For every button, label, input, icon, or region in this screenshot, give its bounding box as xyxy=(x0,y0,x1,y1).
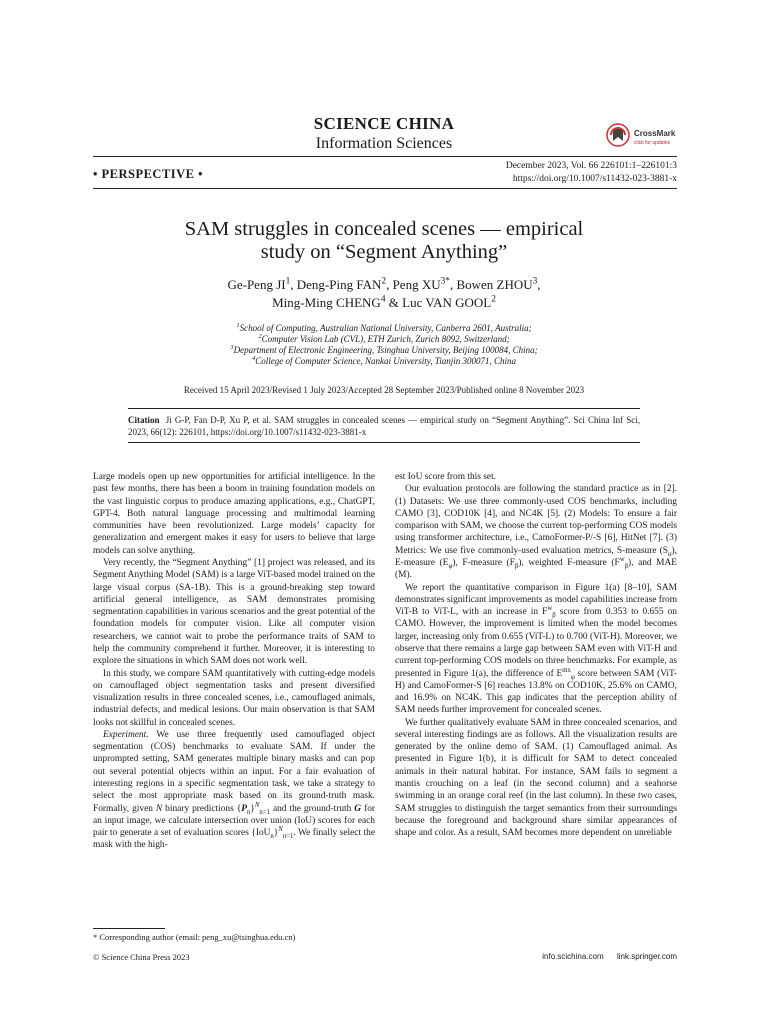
author-sep: , xyxy=(386,277,393,292)
affil-sup: 3 xyxy=(230,344,234,351)
author-line-2 xyxy=(0,294,768,312)
text-run: and the ground-truth xyxy=(269,803,355,814)
author-sep: , xyxy=(537,277,541,292)
text-run: We use three frequently used camouflaged object segmentation (COS) benchmarks to evaluate SAM. If under the unprompted setting, SAM generates multiple binary masks and can pop out several potential objects within an input. For a fair evaluation of interesting regions in a specific segmentation task, we take a strategy to select the most appropriate mask based on its ground-truth mask. Formally, given xyxy=(93,729,375,814)
issue-line: December 2023, Vol. 66 226101:1–226101:3 xyxy=(505,161,677,171)
paragraph: Very recently, the “Segment Anything” [1] project was released, and its Segment Anything Model (SAM) is a large ViT-based model trained on the large visual corpus (SA-1B). This is a ground-breaking step toward artificial general intelligence, as SAM demonstrates promising segmentation capabilities in various scenarios and the great potential of the foundation models for computer vision. Like all computer vision researchers, we cannot wait to probe the performance traits of SAM to help the community comprehend it further. Moreover, it is interesting to explore the situations in which SAM does not work well. xyxy=(93,557,375,667)
author-sep: & xyxy=(385,295,403,310)
affil-sup: 2 xyxy=(258,333,262,340)
citation-text: Ji G-P, Fan D-P, Xu P, et al. SAM struggles in concealed scenes — empirical study on “Segment Anything”. Sci China Inf Sci, 2023, 66(12): 226101, https://doi.org/10.1007/s11432-023-3881-x xyxy=(128,415,640,437)
text-run: We report the quantitative comparison in Figure 1(a) [8–10], SAM demonstrates significant improvements as model capabilities increase from ViT-B to ViT-L, with an increase in F xyxy=(395,582,677,618)
text-run: Our evaluation protocols are following the standard practice as in [2]. (1) Datasets: We use three commonly-used COS benchmarks, including CAMO [3], COD10K [4], and NC4K [5]. (2) Models: To ensure a fair comparison with SAM, we choose the current top-performing COS models using transformer architecture, i.e., CamoFormer-P/-S [6], HitNet [7]. (3) Metrics: We use five commonly-used evaluation metrics, S-measure (S xyxy=(395,484,677,556)
affil-sup: 4 xyxy=(252,355,256,362)
author-sup: 3 xyxy=(532,276,538,287)
paragraph: Large models open up new opportunities for artificial intelligence. In the past few months, there has been a boom in training foundation models on the vast linguistic corpus to produce amazing applications, e.g., ChatGPT, GPT-4. Both natural language processing and multimodal learning communities have been revolutionized. Large models’ capacity for generalization and emergent makes it easy for users to believe that large models can solve anything. xyxy=(93,472,375,556)
title-line-2: study on “Segment Anything” xyxy=(260,241,508,263)
text-run: for an input image, we calculate intersection over union (IoU) scores for each pair to generate a set of evaluation scores {IoU xyxy=(93,803,375,839)
crossmark-icon xyxy=(606,122,630,150)
paragraph: est IoU score from this set. xyxy=(395,472,497,482)
text-run: ), and MAE (M). xyxy=(395,557,677,581)
author-sep: , xyxy=(449,277,457,292)
crossmark-badge[interactable] xyxy=(606,122,681,158)
crossmark-label: CrossMark xyxy=(634,129,676,138)
title-line-1: SAM struggles in concealed scenes — empirical xyxy=(184,218,584,240)
journal-subtitle: Information Sciences xyxy=(315,135,453,152)
affil-text: Computer Vision Lab (CVL), ETH Zurich, Zurich 8092, Switzerland; xyxy=(261,334,510,344)
citation-label: Citation xyxy=(128,415,160,425)
affiliations xyxy=(0,323,768,367)
body-right-column xyxy=(395,471,677,839)
paragraph: Experiment. We use three frequently used camouflaged object segmentation (COS) benchmarks to evaluate SAM. If under the unprompted setting, SAM generates multiple binary masks and can pop out several potential objects within an input. For a fair evaluation of interesting regions in a specific segmentation task, we take a strategy to select the most appropriate mask based on its ground-truth mask. Formally, given N binary predictions $\{P_n\}^N_{n=1}$ and the ground-truth G for an input image, we calculate intersection over union (IoU) scores for each pair to generate a set of evaluation scores $\{IoU_n\}^N_{n=1}$. We finally select the mask with the high- xyxy=(93,729,376,851)
affil-sup: 1 xyxy=(236,322,240,329)
author-sup: 1 xyxy=(285,276,291,287)
paragraph: We report the quantitative comparison in Figure 1(a) [8–10], SAM demonstrates significant improvements as model capabilities increase from ViT-B to ViT-L, with an increase in $F^w_\beta$ score from 0.353 to 0.655 on CAMO. However, the improvement is limited when the model becomes larger, increasing only from 0.655 (ViT-L) to 0.700 (ViT-H). Moreover, we observe that there remains a large gap between SAM even with ViT-H and current top-performing COS models on three benchmarks. For example, as presented in Figure 1(a), the difference of $E^{mx}_\varphi$ score between SAM (ViT-H) and CamoFormer-S [6] reaches 13.8% on COD10K, 25.6% on CAMO, and 16.9% on NC4K. This gap indicates that the perception ability of SAM needs further improvement for concealed scenes. xyxy=(395,582,677,716)
affil-text: Department of Electronic Engineering, Tsinghua University, Beijing 100084, China; xyxy=(233,345,538,355)
author-name: Deng-Ping FAN xyxy=(296,277,382,292)
citation-rule-bottom xyxy=(128,442,640,443)
article-meta xyxy=(506,160,677,186)
section-label: • PERSPECTIVE • xyxy=(93,167,204,181)
footer-links[interactable]: info.scichina.com link.springer.com xyxy=(542,952,677,961)
text-run: ), weighted F-measure (F xyxy=(518,557,620,568)
text-run: ), E-measure (E xyxy=(395,545,677,568)
author-name: Bowen ZHOU xyxy=(456,277,533,292)
body-left-column xyxy=(93,471,375,852)
author-name: Ge-Peng JI xyxy=(227,277,286,292)
math-var: N xyxy=(155,803,163,814)
author-name: Peng XU xyxy=(392,277,441,292)
text-run: ), F-measure (F xyxy=(452,557,515,568)
crossmark-sublabel: click for updates xyxy=(634,140,671,146)
header-rule xyxy=(93,156,677,157)
author-list xyxy=(0,276,768,312)
journal-name: SCIENCE CHINA xyxy=(313,114,455,133)
copyright: © Science China Press 2023 xyxy=(93,952,190,962)
affiliation xyxy=(0,323,768,334)
affiliation xyxy=(0,356,768,367)
math-var: P xyxy=(241,803,247,814)
author-sup: 4 xyxy=(380,294,386,305)
footnote-rule xyxy=(93,928,165,929)
author-name: Luc VAN GOOL xyxy=(402,295,492,310)
affiliation xyxy=(0,345,768,356)
doi-link[interactable]: https://doi.org/10.1007/s11432-023-3881-x xyxy=(512,174,677,184)
text-run: score from 0.353 to 0.655 on CAMO. However, the improvement is limited when the model becomes larger, increasing only from 0.655 (ViT-L) to 0.700 (ViT-H). Moreover, we observe that there remains a large gap between SAM even with ViT-H and current top-performing COS models on three benchmarks. For example, as presented in Figure 1(a), the difference of E xyxy=(395,607,677,679)
affil-text: School of Computing, Australian National University, Canberra 2601, Australia; xyxy=(239,323,532,333)
text-run: score between SAM (ViT-H) and CamoFormer-S [6] reaches 13.8% on COD10K, 25.6% on CAMO, and 16.9% on NC4K. This gap indicates that the perception ability of SAM needs further improvement for concealed scenes. xyxy=(395,668,677,716)
text-run: binary predictions { xyxy=(162,803,242,814)
paragraph-lead: Experiment. xyxy=(103,729,149,740)
affil-text: College of Computer Science, Nankai University, Tianjin 300071, China xyxy=(255,356,516,366)
math-var: G xyxy=(354,803,362,814)
text-run: . We finally select the mask with the high- xyxy=(93,828,376,851)
citation-block xyxy=(128,414,640,438)
received-dates: Received 15 April 2023/Revised 1 July 2023/Accepted 28 September 2023/Published online 8 November 2023 xyxy=(183,385,585,395)
author-sep: , xyxy=(290,277,297,292)
paragraph: We further qualitatively evaluate SAM in three concealed scenarios, and several interesting findings are as follows. All the visualization results are generated by the online demo of SAM. (1) Camouflaged animal. As presented in Figure 1(b), it is difficult for SAM to detect concealed animals in their natural habitat. For instance, SAM fails to segment a mantis crouching on a leaf (in the second column) and a seahorse swimming in an orange coral reef (in the last column). In these two cases, SAM struggles to distinguish the target semantics from their surroundings because the foreground and background share similar appearances of shape and color. As a result, SAM becomes more dependent on unreliable xyxy=(395,717,677,839)
paragraph: In this study, we compare SAM quantitatively with cutting-edge models on camouflaged object segmentation tasks and present diversified visualization results in three concealed scenes, i.e., camouflaged animals, industrial defects, and medical lesions. Our main observation is that SAM looks not skillful in concealed scenes. xyxy=(93,668,375,728)
author-sup: 2 xyxy=(381,276,387,287)
paragraph: Our evaluation protocols are following the standard practice as in [2]. (1) Datasets: We use three commonly-used COS benchmarks, including CAMO [3], COD10K [4], and NC4K [5]. (2) Models: To ensure a fair comparison with SAM, we choose the current top-performing COS models using transformer architecture, i.e., CamoFormer-P/-S [6], HitNet [7]. (3) Metrics: We use five commonly-used evaluation metrics, S-measure $(S_\alpha)$, E-measure $(E_\varphi)$, F-measure $(F_\beta)$, weighted F-measure $(F^w_\beta)$, and MAE (M). xyxy=(395,484,677,581)
affiliation xyxy=(0,334,768,345)
author-line-1 xyxy=(0,276,768,294)
citation-rule-top xyxy=(128,408,640,409)
paper-title xyxy=(0,218,768,264)
section-rule xyxy=(93,188,677,189)
author-name: Ming-Ming CHENG xyxy=(272,295,381,310)
author-sup: 3* xyxy=(440,276,450,287)
corresponding-author-footnote: * Corresponding author (email: peng_xu@tsinghua.edu.cn) xyxy=(93,932,296,942)
author-sup: 2 xyxy=(491,294,496,305)
